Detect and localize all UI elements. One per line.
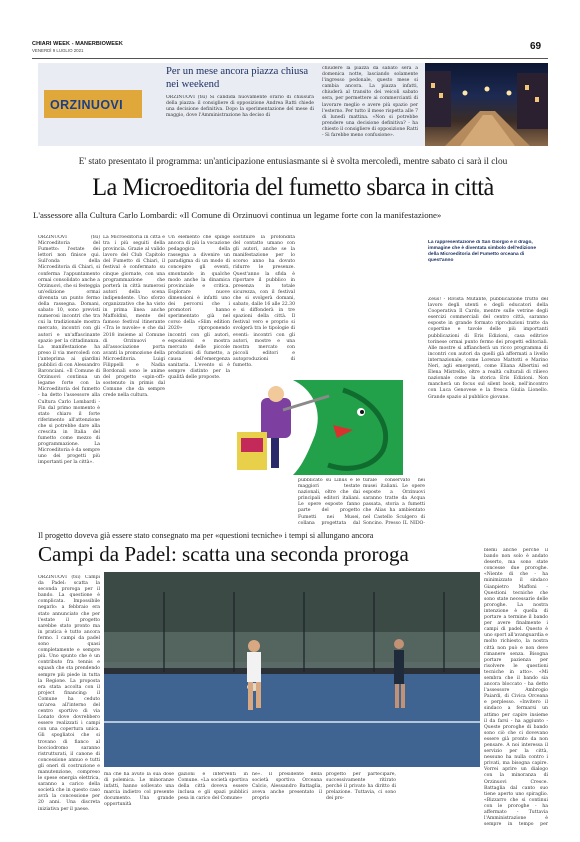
main-subhead: L'assessore alla Cultura Carlo Lombardi: «Il Comune di Orzinuovi continua un legame forte con la manifestazione» [33, 210, 442, 220]
main-photo-caption: La rappresentazione di San Giorgio e il drago, immagine che è diventata simbolo dell'edizione della Microeditoria del Fumetto orceana di quest'anno [428, 240, 537, 263]
top-story-photo [425, 63, 548, 146]
padel-col1: ORZINUOVI (tsi) Campi da Padel: scatta la seconda proroga per il bando. La questione è complicata. Impossibile negarlo: a febbraio era stato annunciato che per l'estate il progetto sarebbe stato pronto ma in pratica è tutto ancora fermo. I campi da padel sono quasi completamente e sempre più. Uno spunto che è un contributo fra tennis e squash che sta prendendo sempre più piede in tutta la Regione. La proposta era stata accolta con il project financing: il Comune ha ceduto un'area all'interno del centro sportivo di via Lonato dove dovrebbero essere realizzati i campi con una copertura unica. Gli spogliatoi che si trovano di fianco al bocciodromo saranno ristrutturati, il canone di concessione annuo e tutti gli oneri di costruzione e manutenzione, compreso le spese energia elettrica, saranno a carico della società che in questo caso avrà la concessione per 20 anni. Una discreta iniziativa per il paese. [38, 575, 100, 812]
main-col5: pubblicato su Linus e le maggiori testate nazionali, oltre che dai principali editori italiani. Le opere esposte fanno parte del progetto Fumetti nei Musei, collana progettata dal [298, 478, 360, 526]
main-photo [233, 380, 403, 475]
main-col1: ORZINUOVI (tsi) Microeditoria del Fumetto: l'estate dei lettori non finisce qui. Sull'onda della Microeditoria di Chiari, si conferma l'appuntamento ormai consolidato anche a Orzinuovi, che si festeggia un'edizione ormai divenuta un punto fermo della rassegna. Domani, sabato 10, sono previsti numerosi incontri che tra cui la tradizionale mostra mercato, incontri con gli autori e un'affascinante spazio per la cittadinanza. La manifestazione ha preso il via mercoledì con l'anteprima ai giardini pubblici di con Alessandro Baronciani. «Il Comune di Orzinuovi continua un legame forte con la Microeditoria del fumetto - ha detto l'assessore alla Cultura Carlo Lombardi - Fin dal primo momento è stato chiaro il forte riferimento all'attenzione che si potrebbe dare alla crescita in Italia del fumetto come mezzo di programmazione. La Microeditoria è da sempre uno dei progetti più importanti per la città». [38, 235, 100, 466]
padel-col5: progetto per partecipare, successivamente ritirato perché il privato ha diritto di prelazione. Tuttavia, ci sono dei pro- [326, 772, 396, 802]
padel-col3: gazioni e interventi in Comune. «La società sportiva della città doveva essere inclusa e gli spazi pubblici pesa in carico del Comune» [178, 772, 248, 802]
second-kicker: Il progetto doveva già essere stato consegnato ma per «questioni tecniche» i tempi si allungano ancora [38, 531, 374, 540]
main-col2: La Microeditoria in città è tra i più seguiti della provincia. Grazie al valido lavoro del Club Capitolo del Fumetto di Chiari, il festival è confermato su cinque giornate, con una programmazione che porterà in città numerosi autori della scena indipendente. Uno sforzo organizzativo che ha visto in prima linea anche Maffoldini, mente del famoso festival itinerante «Tra le nuvole» e che dal 2018 insieme al Comune di Orzinuovi e all'associazione porta avanti la promozione della Microeditoria. Luigi Filippelli e Nadia Bordonali sono le anime del progetto «spin-off» sostenuto in primis dal Comune che da sempre crede nella cultura. [103, 235, 165, 399]
top-story-col2: chiudere la piazza da sabato sera a domenica notte, lasciando solamente l'ingresso pedonale, questo mese si cambia ancora. La piazza infatti, chiuderà al transito dei veicoli sabato sera, per permettere ai commercianti di lavorare meglio e avere più spazio per l'esterno. Per tutto il mese rispetta alle 7 di lunedì mattina. «Non si potrebbe prendere una decisione definitiva? - ha chiesto il consigliere di opposizione Ratti - Si farebbe meno confusione». [322, 66, 418, 139]
main-headline: La Microeditoria del fumetto sbarca in città [92, 172, 494, 201]
page-number: 69 [530, 41, 542, 52]
san-giorgio-drago-illustration [233, 380, 403, 475]
piazza-night-image [425, 63, 548, 146]
padel-col4: ne». Il presidente della società sportiva Orceana Calcio, Alessandro Battaglia, aveva anche presentato il proprio [252, 772, 322, 802]
section-label [44, 90, 142, 118]
padel-court-image [104, 572, 480, 767]
masthead-brand: CHIARI WEEK - MANERBIOWEEK [32, 41, 123, 47]
padel-col2: ma che ha avuto la sua dose di polemica. Le minoranze infatti, hanno sollevato una marcia indietro col presente documento. Una grande opportunità [104, 772, 174, 808]
masthead-rule [32, 58, 548, 59]
top-story-col1: ORZINUOVI (tsi) Si candida nuovamente orario di chiusura della piazza: il consigliere di opposizione Andrea Ratti chiede una decisione definitiva. Dopo la sperimentazione del mese di maggio, dove l'Amministrazione ha deciso di [166, 95, 314, 119]
top-story-headline: Per un mese ancora piazza chiusa nei weekend [166, 66, 309, 90]
main-col4: sostituire la profondità del contatto umano con gli autori, anche se la manifestazione per lo scorso anno ha dovuto ridurre le presenze. Quest'anno la sfida è riportare il pubblico in presenza in totale sicurezza, con il festival che si svolgerà domani, sabato, dalle 16 alle 22.30 e si diffonderà in tre spazioni della città. Il festival vero e proprio si svolgerà tra le tipologie di eventi: incontri con gli autori, mostre e una mostra mercato con piccoli editori e autoproduzioni di fumetto. [233, 235, 295, 368]
masthead [32, 40, 548, 56]
masthead-date: VENERDÌ 9 LUGLIO 2021 [32, 48, 84, 53]
padel-photo [104, 572, 480, 767]
main-kicker: E' stato presentato il programma: un'anticipazione entusiasmante si è svolta mercoledì, mentre sabato ci sarà il clou [78, 157, 508, 167]
main-col6: turale conservato nei musei italiani. Le opere esposte a Orzinuovi saranno tratte da Acqua passata, storia a fumetti che Alias ha ambientato nel Castello Sculgero di Soncino. Presso IL NIDO- [363, 478, 425, 526]
padel-col6: blemi anche perché il bando non solo è andato deserto, ma sono state concesse due proroghe. «Niente di che - ha minimizzato il sindaco Gianpietro Maffoni - Questioni tecniche che sono state necessarie delle proroghe. La nostra intenzione è quella di portare a termine il bando per avere finalmente i campi di padel. Questo è uno sport all'avanguardia e molto richiesto, la nostra città non può e non deve rimanere senza. Bisogna portare pazienza per risolvere le questioni tecniche in atto». «Mi sembra che il bando sia ancora bloccato - ha detto l'assessore Ambrogio Paiardi, di Civica Orceana e perplesso. «Invitero il sindaco a fermarsi un attimo per capire insieme il da farsi - ha aggiunto - Queste proroghe di bando sono ciò che ci dovevano essere già pronto da non pensare. A noi interessa il servizio per la città, nessuno ha nulla contro i privati, ma bisogna capire. Vorrei aprire un dialogo con la minoranza di Orzinuovi Cresce. Battaglia dal canto suo tiene aperto uno spiraglio. «Bizzarro che si continui con le proroghe - ha affermato - Tuttavia l'Amministrazione è sempre in tempo per [484, 548, 548, 826]
section-name: ORZINUOVI [50, 98, 124, 112]
main-col3: Un elemento che spinge ancora di più la vocazione pedagogica della rassegna a divenire un paradigma di un modo di concepire gli eventi, smontando in qualche modo anche la dinamica provinciale e critica. Esplorare nuove dimensioni è infatti uno dei percorsi che i promotori hanno sperimentato già nel corso della «Slim edition 2020» riproponendo incontri con gli autori, esposizioni e mostra mercato delle piccole produzioni di fumetto, a causa dell'emergenza sanitaria. L'evento si è sempre distinto per la qualità delle proposte. [168, 235, 230, 381]
second-headline: Campi da Padel: scatta una seconda proroga [38, 542, 409, 566]
main-col7: Zeus! - Rivista Mutante, pubblicazione frutto del lavoro degli utenti e degli educatori della Cooperativa Il Cardo, mentre sulle vetrine degli esercizi commerciali del centro città, saranno esposte in grande formato riproduzioni tratte da copertine e tavole delle più importanti pubblicazioni di Eris Edizioni, casa editrice torinese ormai punto fermo dei progetti editoriali. Alle mostre si affiancherà un ricco programma di incontri con autori da quelli già affermati a livello internazionale, come Lorenzo Mattotti e Marino Neri, agli emergenti, come Eliana Albertini ed Elena Mistrello, oltre a realtà culturali di rilievo nazionale come la storica Eris Edizioni. Non mancherà un focus sul silent book, nell'incontro con Luca Genovese e la fresca Giulia Lionello. Grande spazio al pubblico giovane. [428, 297, 548, 400]
